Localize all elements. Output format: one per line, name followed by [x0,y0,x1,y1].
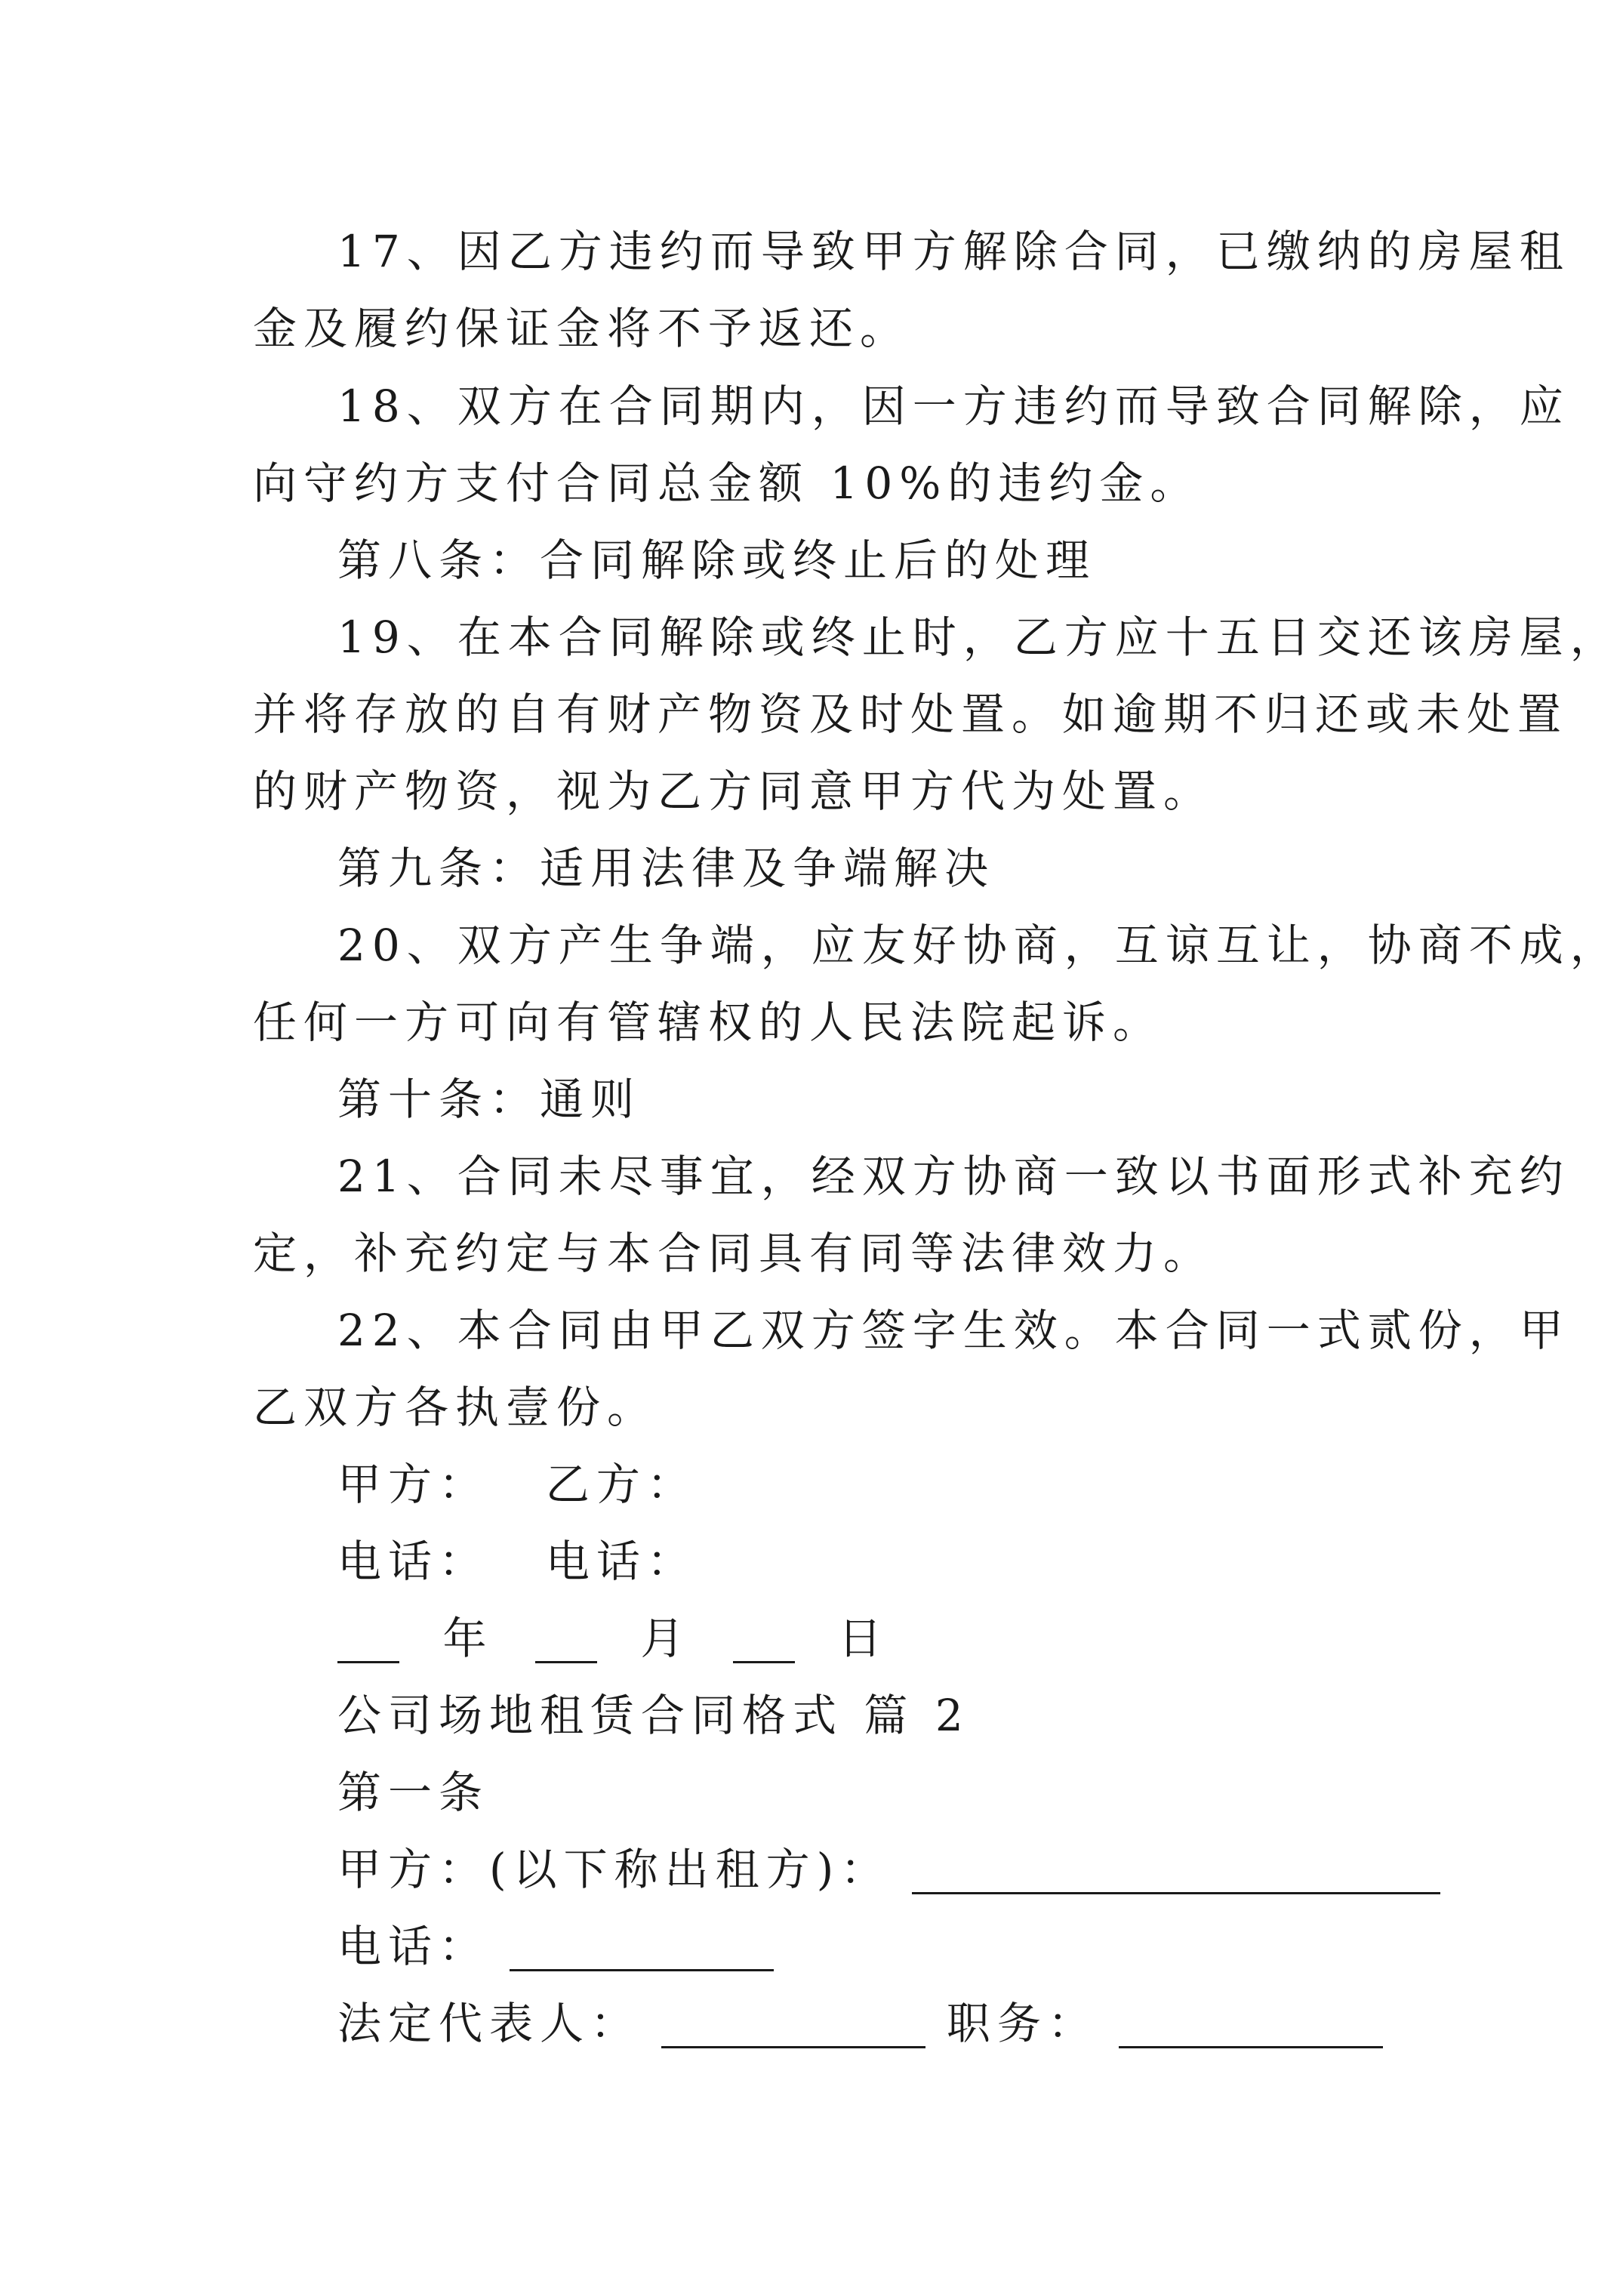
lessor-label: 甲方：(以下称出租方)： [337,1844,892,1895]
phone-label: 电话： [337,1921,490,1972]
paragraph-18-line-2: 向守约方支付合同总金额 10%的违约金。 [253,458,1201,509]
position-label: 职务： [946,1998,1098,2049]
article-eight-heading: 第八条：合同解除或终止后的处理 [337,535,1097,586]
paragraph-21-line-2: 定，补充约定与本合同具有同等法律效力。 [253,1228,1215,1279]
legal-rep-row [337,1999,1383,2048]
paragraph-19-line-1: 19、在本合同解除或终止时，乙方应十五日交还该房屋， [337,612,1621,663]
position-blank [1119,2007,1383,2048]
legal-rep-label: 法定代表人： [337,1998,642,2049]
paragraph-20-line-1: 20、双方产生争端，应友好协商，互谅互让，协商不成， [337,920,1621,971]
year-label: 年 [442,1613,494,1664]
lessor-blank [912,1853,1440,1894]
signature-parties-row [337,1459,698,1509]
day-blank [733,1622,795,1663]
month-label: 月 [640,1613,691,1664]
paragraph-17-line-1: 17、因乙方违约而导致甲方解除合同，已缴纳的房屋租 [337,226,1570,277]
paragraph-21-line-1: 21、合同未尽事宜，经双方协商一致以书面形式补充约 [337,1151,1570,1202]
signature-phone-row [337,1536,698,1586]
paragraph-22-line-2: 乙双方各执壹份。 [253,1382,658,1433]
article-ten-heading: 第十条：通则 [337,1074,642,1125]
day-label: 日 [838,1613,889,1664]
paragraph-20-line-2: 任何一方可向有管辖权的人民法院起诉。 [253,997,1164,1048]
phone-b-label: 电话： [545,1536,698,1587]
article-nine-heading: 第九条：适用法律及争端解决 [337,843,996,894]
year-blank [337,1622,399,1663]
date-row [337,1613,910,1663]
phone-row [337,1922,774,1971]
lessor-row [337,1845,1440,1894]
paragraph-19-line-3: 的财产物资，视为乙方同意甲方代为处置。 [253,766,1215,817]
month-blank [535,1622,597,1663]
party-a-label: 甲方： [337,1459,490,1510]
phone-blank [510,1930,774,1971]
paragraph-19-line-2: 并将存放的自有财产物资及时处置。如逾期不归还或未处置 [253,689,1569,740]
article-one-heading: 第一条 [337,1767,490,1818]
legal-rep-blank [661,2007,925,2048]
phone-a-label: 电话： [337,1536,490,1587]
party-b-label: 乙方： [545,1459,698,1510]
paragraph-18-line-1: 18、双方在合同期内，因一方违约而导致合同解除，应 [337,381,1570,432]
paragraph-22-line-1: 22、本合同由甲乙双方签字生效。本合同一式贰份，甲 [337,1305,1570,1356]
paragraph-17-line-2: 金及履约保证金将不予返还。 [253,303,911,354]
part-two-heading: 公司场地租赁合同格式 篇 2 [337,1690,970,1741]
